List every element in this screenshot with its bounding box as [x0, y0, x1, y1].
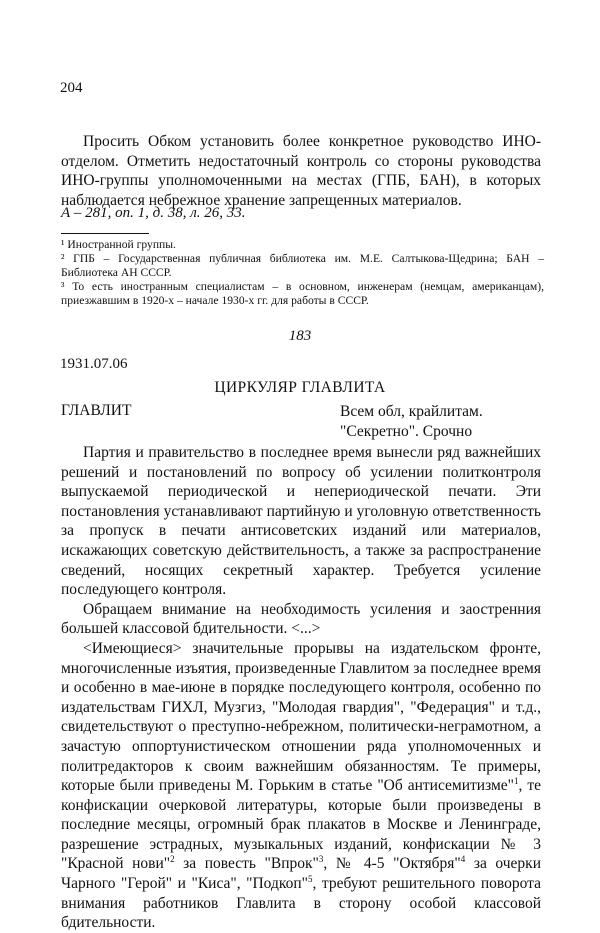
body-paragraph-3 — [61, 639, 541, 933]
recipients — [340, 402, 483, 441]
footnote-mark-2: 2 — [170, 854, 175, 865]
footnote-1: ¹ Иностранной группы. — [61, 238, 176, 251]
body-paragraph-1: Партия и правительство в последнее время вынесли ряд важнейших решений и постановлений по вопросу об усилении политконтроля выпускаемой периодической и непериодической печати. Эти постановления устанавливают партийную и уголовную ответственность за пропуск в печати антисоветских изданий или материалов, искажающих советскую действительность, а также за распространение сведений, носящих секретный характер. Требуется усиление последующего контроля. — [61, 444, 541, 599]
footnotes — [61, 238, 544, 308]
document-date: 1931.07.06 — [60, 356, 128, 372]
page-number: 204 — [60, 80, 83, 96]
footnote-mark-5: 5 — [307, 873, 313, 884]
footnote-2: ² ГПБ – Государственная публичная библиотека им. М.Е. Салтыкова-Щедрина; БАН – Библиотека АН СССР. — [61, 252, 544, 279]
footnote-3: ³ То есть иностранным специалистам – в основном, инженерам (немцам, американцам), приезжавшим в 1920-х – начале 1930-х гг. для работы в СССР. — [61, 280, 544, 307]
document-title: ЦИРКУЛЯР ГЛАВЛИТА — [214, 379, 386, 396]
document-number: 183 — [288, 328, 312, 344]
recipients-line-2: "Секретно". Срочно — [340, 422, 473, 440]
body-paragraph-3-text-f: , требуют решительного поворота внимания работников Главлита в сторону особой классовой бдительности. — [61, 875, 541, 932]
recipients-line-1: Всем обл, крайлитам. — [340, 403, 483, 420]
archive-reference: А – 281, оп. 1, д. 38, л. 26, 33. — [61, 205, 246, 221]
issuer: ГЛАВЛИТ — [61, 402, 132, 419]
body-paragraph-3-text-a: <Имеющиеся> значительные прорывы на издательском фронте, многочисленные изъятия, произведенные Главлитом за последнее время и особенно в мае-июне в порядке последующего контроля, особенно по издательствам ГИХЛ, Музгиз, "Молодая гвардия", "Федерация" и т.д., свидетельствуют о преступно-небрежном, политически-неграмотном, а зачастую оппортунистическом отношении ряда уполномоченных и политредакторов к своим важнейшим обязанностям. Те примеры, которые были приведены М. Горьким в статье "Об антисемитизме" — [61, 639, 541, 795]
footnote-mark-3: 3 — [318, 854, 324, 865]
footnote-divider — [61, 233, 149, 234]
body-paragraph-3-text-c: за повесть "Впрок" — [174, 855, 319, 873]
body-paragraph-3-text-b: , те конфискации очерковой литературы, которые были произведены в последние месяцы, огромный брак плакатов в Москве и Ленинграде, разрешение эстрадных, музыкальных изданий, конфискации № 3 "Красной нови" — [61, 777, 542, 873]
body-paragraph-2: Обращаем внимание на необходимость усиления и заостренния большей классовой бдительности. <...> — [61, 600, 541, 638]
footnote-mark-4: 4 — [460, 854, 466, 865]
body-paragraph-3-text-d: , № 4-5 "Октября" — [323, 855, 461, 873]
body-paragraph-3-text-e: за очерки Чарного "Герой" и "Киса", "Подкоп" — [61, 855, 541, 893]
intro-paragraph: Просить Обком установить более конкретное руководство ИНО-отделом. Отметить недостаточный контроль со стороны руководства ИНО-группы уполномоченными на местах (ГПБ, БАН), в которых наблюдается небрежное хранение запрещенных материалов. — [61, 133, 541, 209]
circular-body — [61, 443, 541, 933]
footnote-mark-1: 1 — [514, 775, 519, 786]
